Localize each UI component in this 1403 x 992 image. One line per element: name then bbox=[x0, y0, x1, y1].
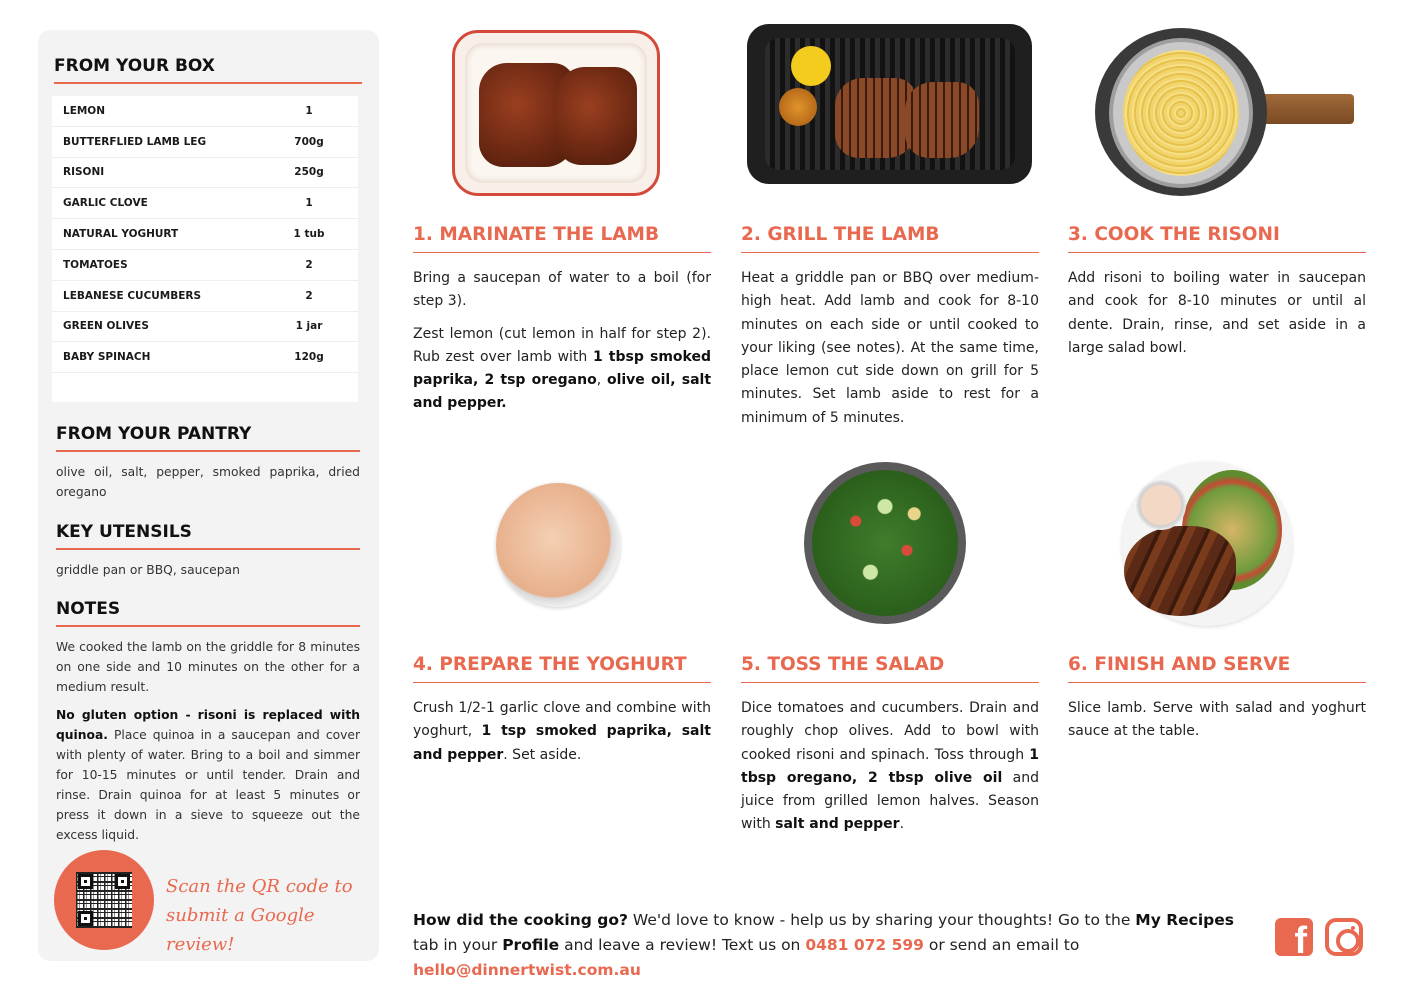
step-1-text-2c: , bbox=[596, 372, 607, 389]
ingredient-row bbox=[52, 342, 358, 373]
griddle-surface bbox=[765, 38, 1015, 170]
footer-text-4: or send an email to bbox=[923, 936, 1080, 954]
footer-text-2: tab in your bbox=[413, 936, 503, 954]
step-5-text-e: . bbox=[899, 816, 905, 833]
notes-heading: NOTES bbox=[56, 599, 360, 627]
step-1-text-2 bbox=[413, 323, 711, 416]
ingredient-qty: 2 bbox=[305, 289, 313, 302]
risoni-pasta bbox=[1123, 50, 1239, 176]
step-5-text-b: 1 tbsp oregano, 2 tbsp olive oil bbox=[741, 746, 1039, 786]
ingredient-row bbox=[52, 281, 358, 312]
qr-corner-icon bbox=[78, 874, 93, 889]
ingredient-name: LEBANESE CUCUMBERS bbox=[63, 289, 202, 302]
ingredient-name: RISONI bbox=[63, 166, 105, 179]
ingredient-qty: 700g bbox=[294, 135, 324, 148]
gluten-free-note bbox=[56, 705, 360, 845]
notes-text: We cooked the lamb on the griddle for 8 minutes on one side and 10 minutes on the other for a medium result. bbox=[56, 640, 360, 694]
ingredient-row bbox=[52, 219, 358, 250]
step-5-title: 5. TOSS THE SALAD bbox=[741, 654, 1039, 683]
qr-badge bbox=[54, 850, 154, 950]
ingredient-name: LEMON bbox=[63, 104, 106, 117]
qr-caption-line-2: submit a Google review! bbox=[166, 905, 315, 955]
step-1-title: 1. MARINATE THE LAMB bbox=[413, 224, 711, 253]
step-6-title: 6. FINISH AND SERVE bbox=[1068, 654, 1366, 683]
qr-corner-icon bbox=[115, 874, 130, 889]
utensils-text: griddle pan or BBQ, saucepan bbox=[56, 563, 240, 577]
ingredient-table bbox=[52, 96, 358, 402]
marinated-lamb-tray-image bbox=[452, 30, 660, 196]
step-4-text-b: 1 tsp smoked paprika, salt and pepper bbox=[413, 723, 711, 763]
step-5-text-a: Dice tomatoes and cucumbers. Drain and roughly chop olives. Add to bowl with cooked risoni and spinach. Toss through bbox=[741, 700, 1039, 763]
facebook-icon[interactable] bbox=[1275, 918, 1313, 962]
ingredient-qty: 1 bbox=[305, 197, 313, 210]
griddle-lamb-image bbox=[747, 24, 1032, 184]
grilled-lamb-piece bbox=[905, 82, 979, 158]
ingredient-qty: 1 tub bbox=[293, 228, 325, 241]
footer-question: How did the cooking go? bbox=[413, 911, 628, 929]
ingredient-name: NATURAL YOGHURT bbox=[63, 228, 179, 241]
salad-leaves bbox=[812, 470, 958, 616]
ingredient-name: GREEN OLIVES bbox=[63, 320, 149, 333]
step-1-text-2a: Zest lemon (cut lemon in half for step 2). Rub zest over lamb with bbox=[413, 325, 711, 365]
step-5-text-d: salt and pepper bbox=[775, 816, 900, 833]
ingredient-qty: 120g bbox=[294, 351, 324, 364]
sidebar bbox=[38, 30, 379, 961]
pantry-section bbox=[56, 424, 360, 502]
phone-link[interactable]: 0481 072 599 bbox=[805, 936, 924, 954]
step-2 bbox=[741, 224, 1039, 430]
qr-caption-line-1: Scan the QR code to bbox=[166, 876, 353, 897]
utensils-heading: KEY UTENSILS bbox=[56, 522, 360, 550]
sieve-mesh bbox=[1109, 38, 1253, 188]
email-link[interactable]: hello@dinnertwist.com.au bbox=[413, 961, 641, 979]
my-recipes-link[interactable]: My Recipes bbox=[1135, 911, 1234, 929]
step-3-text: Add risoni to boiling water in saucepan and cook for 8-10 minutes or until al dente. Drain, rinse, and set aside in a large salad bowl. bbox=[1068, 270, 1366, 356]
qr-caption bbox=[166, 872, 366, 959]
step-4-text bbox=[413, 697, 711, 767]
step-2-title: 2. GRILL THE LAMB bbox=[741, 224, 1039, 253]
served-plate-image bbox=[1122, 462, 1292, 626]
ingredient-qty: 250g bbox=[294, 166, 324, 179]
step-5-text-c: and juice from grilled lemon halves. Season with bbox=[741, 769, 1039, 833]
step-6 bbox=[1068, 654, 1366, 744]
ingredient-row bbox=[52, 158, 358, 189]
ingredient-qty: 1 jar bbox=[295, 320, 323, 333]
ingredient-row bbox=[52, 250, 358, 281]
facebook-glyph: f bbox=[1294, 920, 1307, 962]
ingredient-name: TOMATOES bbox=[63, 258, 128, 271]
step-3 bbox=[1068, 224, 1366, 360]
step-1-text-2b: 1 tbsp smoked paprika, 2 tsp oregano bbox=[413, 348, 711, 389]
pantry-text: olive oil, salt, pepper, smoked paprika, dried oregano bbox=[56, 465, 360, 499]
step-4-text-a: Crush 1/2-1 garlic clove and combine with yoghurt, bbox=[413, 700, 711, 740]
plate-lamb bbox=[1124, 526, 1236, 616]
footer-text-3: and leave a review! Text us on bbox=[559, 936, 806, 954]
feedback-footer bbox=[413, 908, 1263, 983]
ingredient-row bbox=[52, 312, 358, 343]
footer-text-1: We'd love to know - help us by sharing your thoughts! Go to the bbox=[627, 911, 1136, 929]
ingredient-name: BABY SPINACH bbox=[63, 351, 151, 364]
from-your-box-heading: FROM YOUR BOX bbox=[54, 56, 362, 84]
step-2-text: Heat a griddle pan or BBQ over medium-high heat. Add lamb and cook for 8-10 minutes on each side or until cooked to your liking (see notes). At the same time, place lemon cut side down on grill for 5 minutes. Set lamb aside to rest for a minimum of 5 minutes. bbox=[741, 270, 1039, 426]
step-4 bbox=[413, 654, 711, 767]
grilled-lemon bbox=[779, 88, 817, 126]
ingredient-row bbox=[52, 127, 358, 158]
step-1-text-1: Bring a saucepan of water to a boil (for step 3). bbox=[413, 270, 711, 310]
yoghurt-bowl-image bbox=[496, 483, 620, 607]
ingredient-qty: 2 bbox=[305, 258, 313, 271]
lemon-half bbox=[791, 46, 831, 86]
plate-yoghurt-dip bbox=[1136, 480, 1186, 530]
ingredient-qty: 1 bbox=[305, 104, 313, 117]
ingredient-row bbox=[52, 96, 358, 127]
step-4-title: 4. PREPARE THE YOGHURT bbox=[413, 654, 711, 683]
ingredient-name: GARLIC CLOVE bbox=[63, 197, 148, 210]
qr-code-icon[interactable] bbox=[76, 872, 132, 928]
notes-section bbox=[56, 599, 360, 845]
qr-corner-icon bbox=[78, 911, 93, 926]
step-1 bbox=[413, 224, 711, 416]
ingredient-name: BUTTERFLIED LAMB LEG bbox=[63, 135, 207, 148]
step-1-text-2d: olive oil, salt and pepper. bbox=[413, 372, 712, 412]
tray-inner bbox=[465, 43, 647, 183]
step-4-text-c: . Set aside. bbox=[503, 746, 582, 763]
step-5-text bbox=[741, 697, 1039, 837]
gluten-free-note-text: Place quinoa in a saucepan and cover with plenty of water. Bring to a boil and simmer for 10-15 minutes or until tender. Drain and rinse. Drain quinoa for at least 5 minutes or press it down in a sieve to squeeze out the excess liquid. bbox=[56, 728, 360, 842]
risoni-sieve-image bbox=[1095, 28, 1267, 196]
pantry-heading: FROM YOUR PANTRY bbox=[56, 424, 360, 452]
lamb-piece bbox=[557, 67, 637, 165]
instagram-icon[interactable] bbox=[1325, 918, 1363, 956]
gluten-free-note-bold: No gluten option - risoni is replaced with quinoa. bbox=[56, 708, 360, 742]
step-6-text: Slice lamb. Serve with salad and yoghurt sauce at the table. bbox=[1068, 700, 1366, 740]
step-5 bbox=[741, 654, 1039, 837]
ingredient-row bbox=[52, 188, 358, 219]
salad-bowl-image bbox=[804, 462, 966, 624]
profile-link[interactable]: Profile bbox=[502, 936, 560, 954]
utensils-section bbox=[56, 522, 360, 580]
step-3-title: 3. COOK THE RISONI bbox=[1068, 224, 1366, 253]
